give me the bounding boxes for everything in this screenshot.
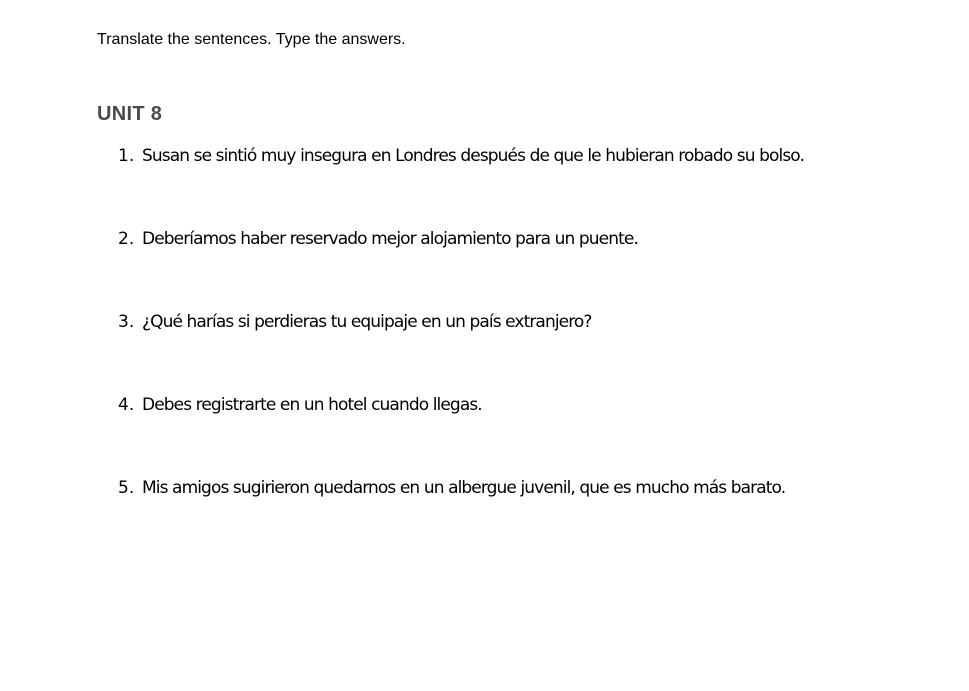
unit-heading: UNIT 8 (97, 103, 163, 125)
sentence-item-1 (118, 144, 804, 227)
sentence-list (118, 144, 804, 559)
sentence-text: ¿Qué harías si perdieras tu equipaje en un país extranjero? (142, 312, 592, 332)
sentence-number: 5. (118, 478, 135, 498)
sentence-item-4 (118, 393, 804, 476)
sentence-number: 1. (118, 146, 135, 166)
sentence-number: 4. (118, 395, 135, 415)
instruction-text: Translate the sentences. Type the answers. (97, 31, 406, 48)
sentence-text: Mis amigos sugirieron quedarnos en un albergue juvenil, que es mucho más barato. (142, 478, 786, 498)
sentence-number: 3. (118, 312, 135, 332)
sentence-item-5 (118, 476, 804, 559)
sentence-item-2 (118, 227, 804, 310)
sentence-text: Debes registrarte en un hotel cuando llegas. (142, 395, 482, 415)
sentence-text: Deberíamos haber reservado mejor alojamiento para un puente. (142, 229, 638, 249)
sentence-number: 2. (118, 229, 135, 249)
sentence-item-3 (118, 310, 804, 393)
sentence-text: Susan se sintió muy insegura en Londres después de que le hubieran robado su bolso. (142, 146, 804, 166)
